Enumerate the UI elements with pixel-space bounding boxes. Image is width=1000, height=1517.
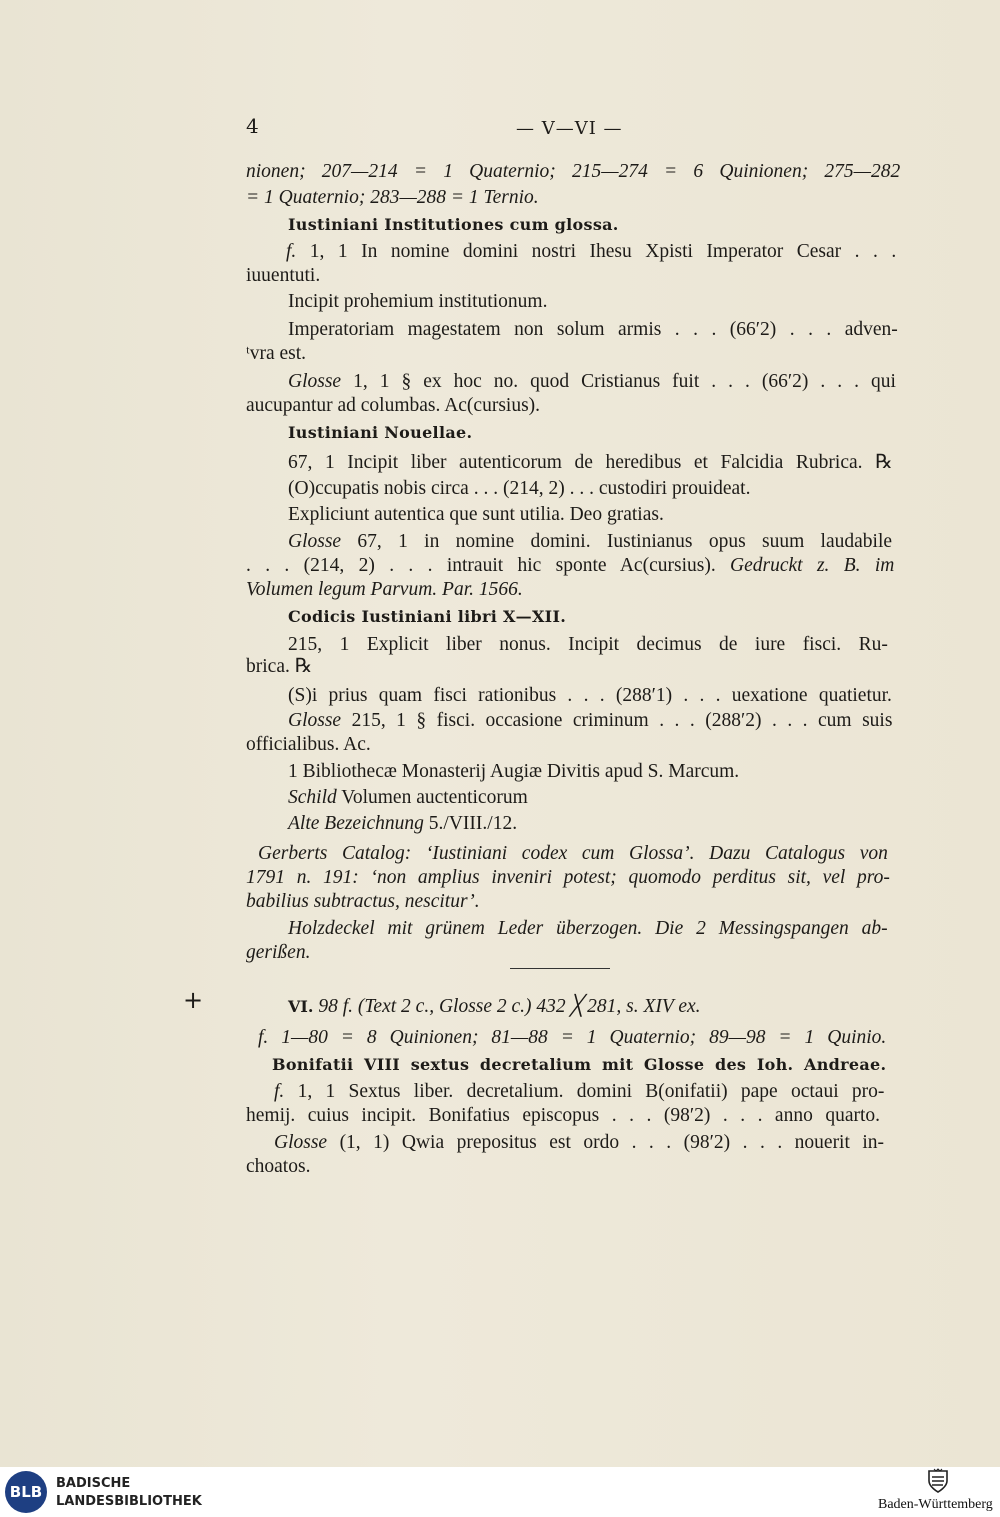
text-line [246,554,894,578]
text-segment: Iustiniani Institutiones cum glossa. [288,215,619,234]
text-line [246,264,320,288]
margin-mark: + [183,986,204,1014]
text-segment: Gedruckt z. B. im [730,555,895,576]
state-label: Baden-Württemberg [878,1497,993,1512]
text-segment: 215, 1 Explicit liber nonus. Incipit decimus de iure fisci. Ru- [288,634,888,655]
text-line [288,318,898,342]
text-segment: 98 f. (Text 2 c., Glosse 2 c.) 432 ╳ 281, s. XIV ex. [313,996,701,1017]
library-name-line2: LANDESBIBLIOTHEK [56,1494,202,1509]
text-segment: Bonifatii VIII sextus decretalium mit Glosse des Ioh. Andreae. [272,1055,887,1074]
text-segment: 5./VIII./12. [423,813,518,834]
text-segment: VI. [288,997,314,1016]
text-segment: . . . (214, 2) . . . intrauit hic sponte Ac(cursius). [246,555,731,576]
text-segment: 1 Bibliothecæ Monasterij Augiæ Divitis apud S. Marcum. [288,761,740,782]
text-line [258,1026,886,1050]
text-line [288,213,619,237]
text-line [258,842,888,866]
text-line [246,160,900,184]
text-line [246,578,523,602]
text-line [288,786,528,810]
page-number: 4 [246,114,259,138]
text-segment: f. 1—80 = 8 Quinionen; 81—88 = 1 Quaternio; 89—98 = 1 Quinio. [258,1027,887,1048]
text-segment: 67, 1 in nomine domini. Iustinianus opus suum laudabile [341,531,893,552]
text-segment: 67, 1 Incipit liber autenticorum de heredibus et Falcidia Rubrica. ℞ [288,452,893,473]
text-segment: f. [286,241,297,262]
text-segment: 1, 1 § ex hoc no. quod Cristianus fuit . . . (66′2) . . . qui [341,371,896,392]
text-line [246,866,890,890]
library-name-line1: BADISCHE [56,1476,131,1491]
text-line [288,290,547,314]
text-line [288,370,896,394]
text-line [274,1131,884,1155]
text-segment: (1, 1) Qwia prepositus est ordo . . . (98′2) . . . nouerit in- [327,1132,885,1153]
text-segment: ᵗvra est. [246,343,307,364]
text-segment: Incipit prohemium institutionum. [288,291,548,312]
running-head: — V—VI — [516,118,623,139]
text-line [288,421,472,445]
text-line [274,1080,884,1104]
text-line [246,394,540,418]
text-line [246,1104,880,1128]
text-line [288,995,701,1019]
text-segment: choatos. [246,1156,311,1177]
text-segment: officialibus. Ac. [246,734,371,755]
text-segment: 1, 1 In nomine domini nostri Ihesu Xpisti Imperator Cesar . . . [296,241,897,262]
blb-logo[interactable]: BLB [5,1471,47,1513]
text-segment: 1, 1 Sextus liber. decretalium. domini B(onifatii) pape octaui pro- [284,1081,885,1102]
text-segment: Alte Bezeichnung [288,813,424,834]
text-segment: brica. ℞ [246,656,313,677]
text-segment: = 1 Quaternio; 283—288 = 1 Ternio. [246,187,539,208]
text-line [288,760,739,784]
text-line [288,684,892,708]
text-line [288,530,892,554]
text-segment: iuuentuti. [246,265,321,286]
section-rule [510,968,610,969]
text-segment: Holzdeckel mit grünem Leder überzogen. Die 2 Messingspangen ab- [288,918,888,939]
text-line [246,890,480,914]
text-segment: babilius subtractus, nescitur’. [246,891,480,912]
text-line [246,941,310,965]
text-segment: Expliciunt autentica que sunt utilia. Deo gratias. [288,504,664,525]
text-segment: Codicis Iustiniani libri X—XII. [288,607,567,626]
text-line [246,342,306,366]
text-segment: aucupantur ad columbas. Ac(cursius). [246,395,541,416]
text-segment: 215, 1 § fisci. occasione criminum . . . (288′2) . . . cum suis [341,710,893,731]
text-segment: Glosse [274,1132,328,1153]
text-segment: Glosse [288,531,342,552]
text-segment: (O)ccupatis nobis circa . . . (214, 2) . . . custodiri prouideat. [288,478,751,499]
text-line [288,633,888,657]
text-segment: Iustiniani Nouellae. [288,423,473,442]
text-line [286,240,896,264]
text-segment: Imperatoriam magestatem non solum armis . . . (66′2) . . . adven- [288,319,898,340]
text-line [288,605,566,629]
text-line [288,451,893,475]
text-segment: 1791 n. 191: ‘non amplius inveniri potest; quomodo perditus sit, vel pro- [246,867,890,888]
text-segment: (S)i prius quam fisci rationibus . . . (288′1) . . . uexatione quatietur. [288,685,892,706]
text-line [246,186,539,210]
coat-of-arms-icon [926,1468,950,1494]
text-line [246,1155,310,1179]
text-segment: Volumen auctenticorum [336,787,528,808]
text-line [246,733,371,757]
text-line [288,917,888,941]
text-line [288,709,892,733]
text-segment: f. [274,1081,285,1102]
text-segment: Schild [288,787,337,808]
text-line [288,812,517,836]
text-segment: hemij. cuius incipit. Bonifatius episcopus . . . (98′2) . . . anno quarto. [246,1105,881,1126]
text-line [288,477,750,501]
text-segment: Volumen legum Parvum. Par. 1566. [246,579,523,600]
text-segment: Glosse [288,710,342,731]
text-line [288,503,664,527]
text-segment: Gerberts Catalog: ‘Iustiniani codex cum Glossa’. Dazu Catalogus von [258,843,888,864]
text-line [272,1053,886,1077]
library-name[interactable] [56,1475,202,1511]
text-segment: gerißen. [246,942,311,963]
text-line [246,655,312,679]
text-segment: Glosse [288,371,342,392]
text-segment: nionen; 207—214 = 1 Quaternio; 215—274 = 6 Quinionen; 275—282 [246,161,901,182]
